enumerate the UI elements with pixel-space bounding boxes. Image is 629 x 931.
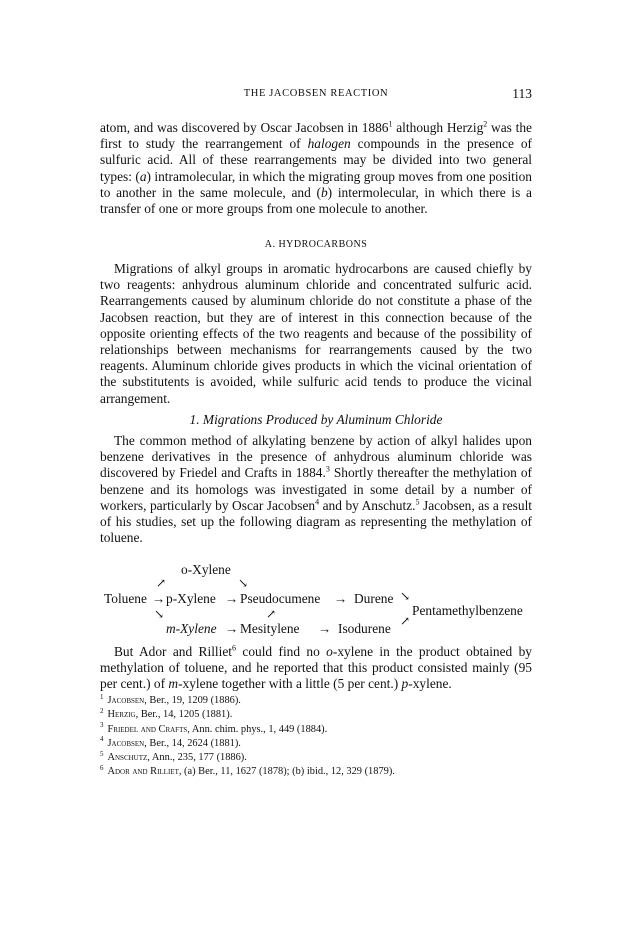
methylation-paragraph: The common method of alkylating benzene by action of alkyl halides upon benzene derivatives in the presence of anhydrous aluminum chloride was discovered by Friedel and Crafts in 1884.$^3$ Shortly thereafter the methylation of benzene and its homologs was investigated in some detail by a number of workers, particularly by Oscar Jacobsen$^4$ and by Anschutz.$^5$ Jacobsen, as a result of his studies, set up the following diagram as representing the methylation of toluene.: [100, 433, 533, 546]
pseudocumene-label: Pseudocumene: [240, 591, 321, 606]
arrow-right-icon: →: [225, 591, 239, 606]
footnote-ref-4: 4: [315, 497, 320, 507]
arrow-ne-icon: ↗: [156, 576, 167, 590]
arrow-right-icon: →: [318, 621, 332, 636]
footnote: $^3$ Friedel and Crafts, Ann. chim. phys., 1, 449 (1884).: [100, 721, 328, 735]
footnote-ref-2: 2: [483, 119, 488, 129]
page-number: 113: [512, 86, 532, 101]
arrow-se-icon: ↘: [154, 607, 165, 621]
durene-label: Durene: [354, 591, 394, 606]
p-xylene-label: p-Xylene: [166, 591, 216, 606]
footnote-ref-6: 6: [232, 643, 237, 653]
footnotes: [100, 694, 532, 780]
footnote: $^5$ Anschutz, Ann., 235, 177 (1886).: [100, 749, 247, 764]
arrow-right-icon: →: [225, 621, 239, 636]
page-header: [100, 88, 532, 104]
toluene-label: Toluene: [104, 591, 147, 606]
running-head: THE JACOBSEN REACTION: [243, 88, 389, 99]
arrow-ne-icon: ↗: [400, 614, 411, 628]
intro-paragraph: atom, and was discovered by Oscar Jacobsen in 1886$^1$ although Herzig$^2$ was the first to study the rearrangement of halogen compounds in the presence of sulfuric acid. All of these rearrangements may be divided into two general types: (a) intramolecular, in which the migrating group moves from one position to another in the same molecule, and (b) intermolecular, in which there is a transfer of one or more groups from one molecule to another.: [100, 119, 533, 217]
footnote: $^2$ Herzig, Ber., 14, 1205 (1881).: [100, 706, 233, 721]
arrow-se-icon: ↘: [238, 576, 249, 590]
o-xylene-label: o-Xylene: [181, 562, 231, 577]
mesitylene-label: Mesitylene: [240, 621, 300, 636]
footnote-ref-5: 5: [415, 497, 420, 507]
arrow-right-icon: →: [152, 591, 166, 606]
footnote: $^6$ Ador and Rilliet, (a) Ber., 11, 1627 (1878); (b) ibid., 12, 329 (1879).: [100, 764, 395, 778]
subsection-heading-aluminum-chloride: 1. Migrations Produced by Aluminum Chloride: [189, 412, 443, 427]
m-xylene-label: m-Xylene: [166, 621, 217, 636]
methylation-diagram: [100, 562, 532, 640]
arrow-right-icon: →: [334, 591, 348, 606]
ador-rilliet-paragraph: But Ador and Rilliet$^6$ could find no o-xylene in the product obtained by methylation of toluene, and he reported that this product consisted mainly (95 per cent.) of m-xylene together with a little (5 per cent.) p-xylene.: [100, 643, 532, 692]
footnote: $^1$ Jacobsen, Ber., 19, 1209 (1886).: [100, 692, 241, 706]
hydrocarbons-paragraph: Migrations of alkyl groups in aromatic hydrocarbons are caused chiefly by two reagents: anhydrous aluminum chloride and concentrated sulfuric acid. Rearrangements caused by aluminum chloride do not constitute a phase of the Jacobsen reaction, but they are of interest in this connection because of the opposite orienting effects of the two reagents and because of the possibility of relationships between mechanisms for rearrangements caused by the two reagents. Aluminum chloride gives products in which the vicinal orientation of the substitutents is avoided, while sulfuric acid tends to produce the vicinal arrangement.: [100, 261, 532, 406]
pentamethylbenzene-label: Pentamethylbenzene: [412, 603, 523, 618]
arrow-ne-icon: ↗: [266, 607, 277, 621]
section-heading-hydrocarbons: A. HYDROCARBONS: [264, 239, 368, 250]
footnote-ref-3: 3: [325, 464, 330, 474]
arrow-se-icon: ↘: [400, 589, 411, 603]
footnote: $^4$ Jacobsen, Ber., 14, 2624 (1881).: [100, 735, 241, 749]
footnote-ref-1: 1: [388, 119, 393, 129]
isodurene-label: Isodurene: [338, 621, 391, 636]
